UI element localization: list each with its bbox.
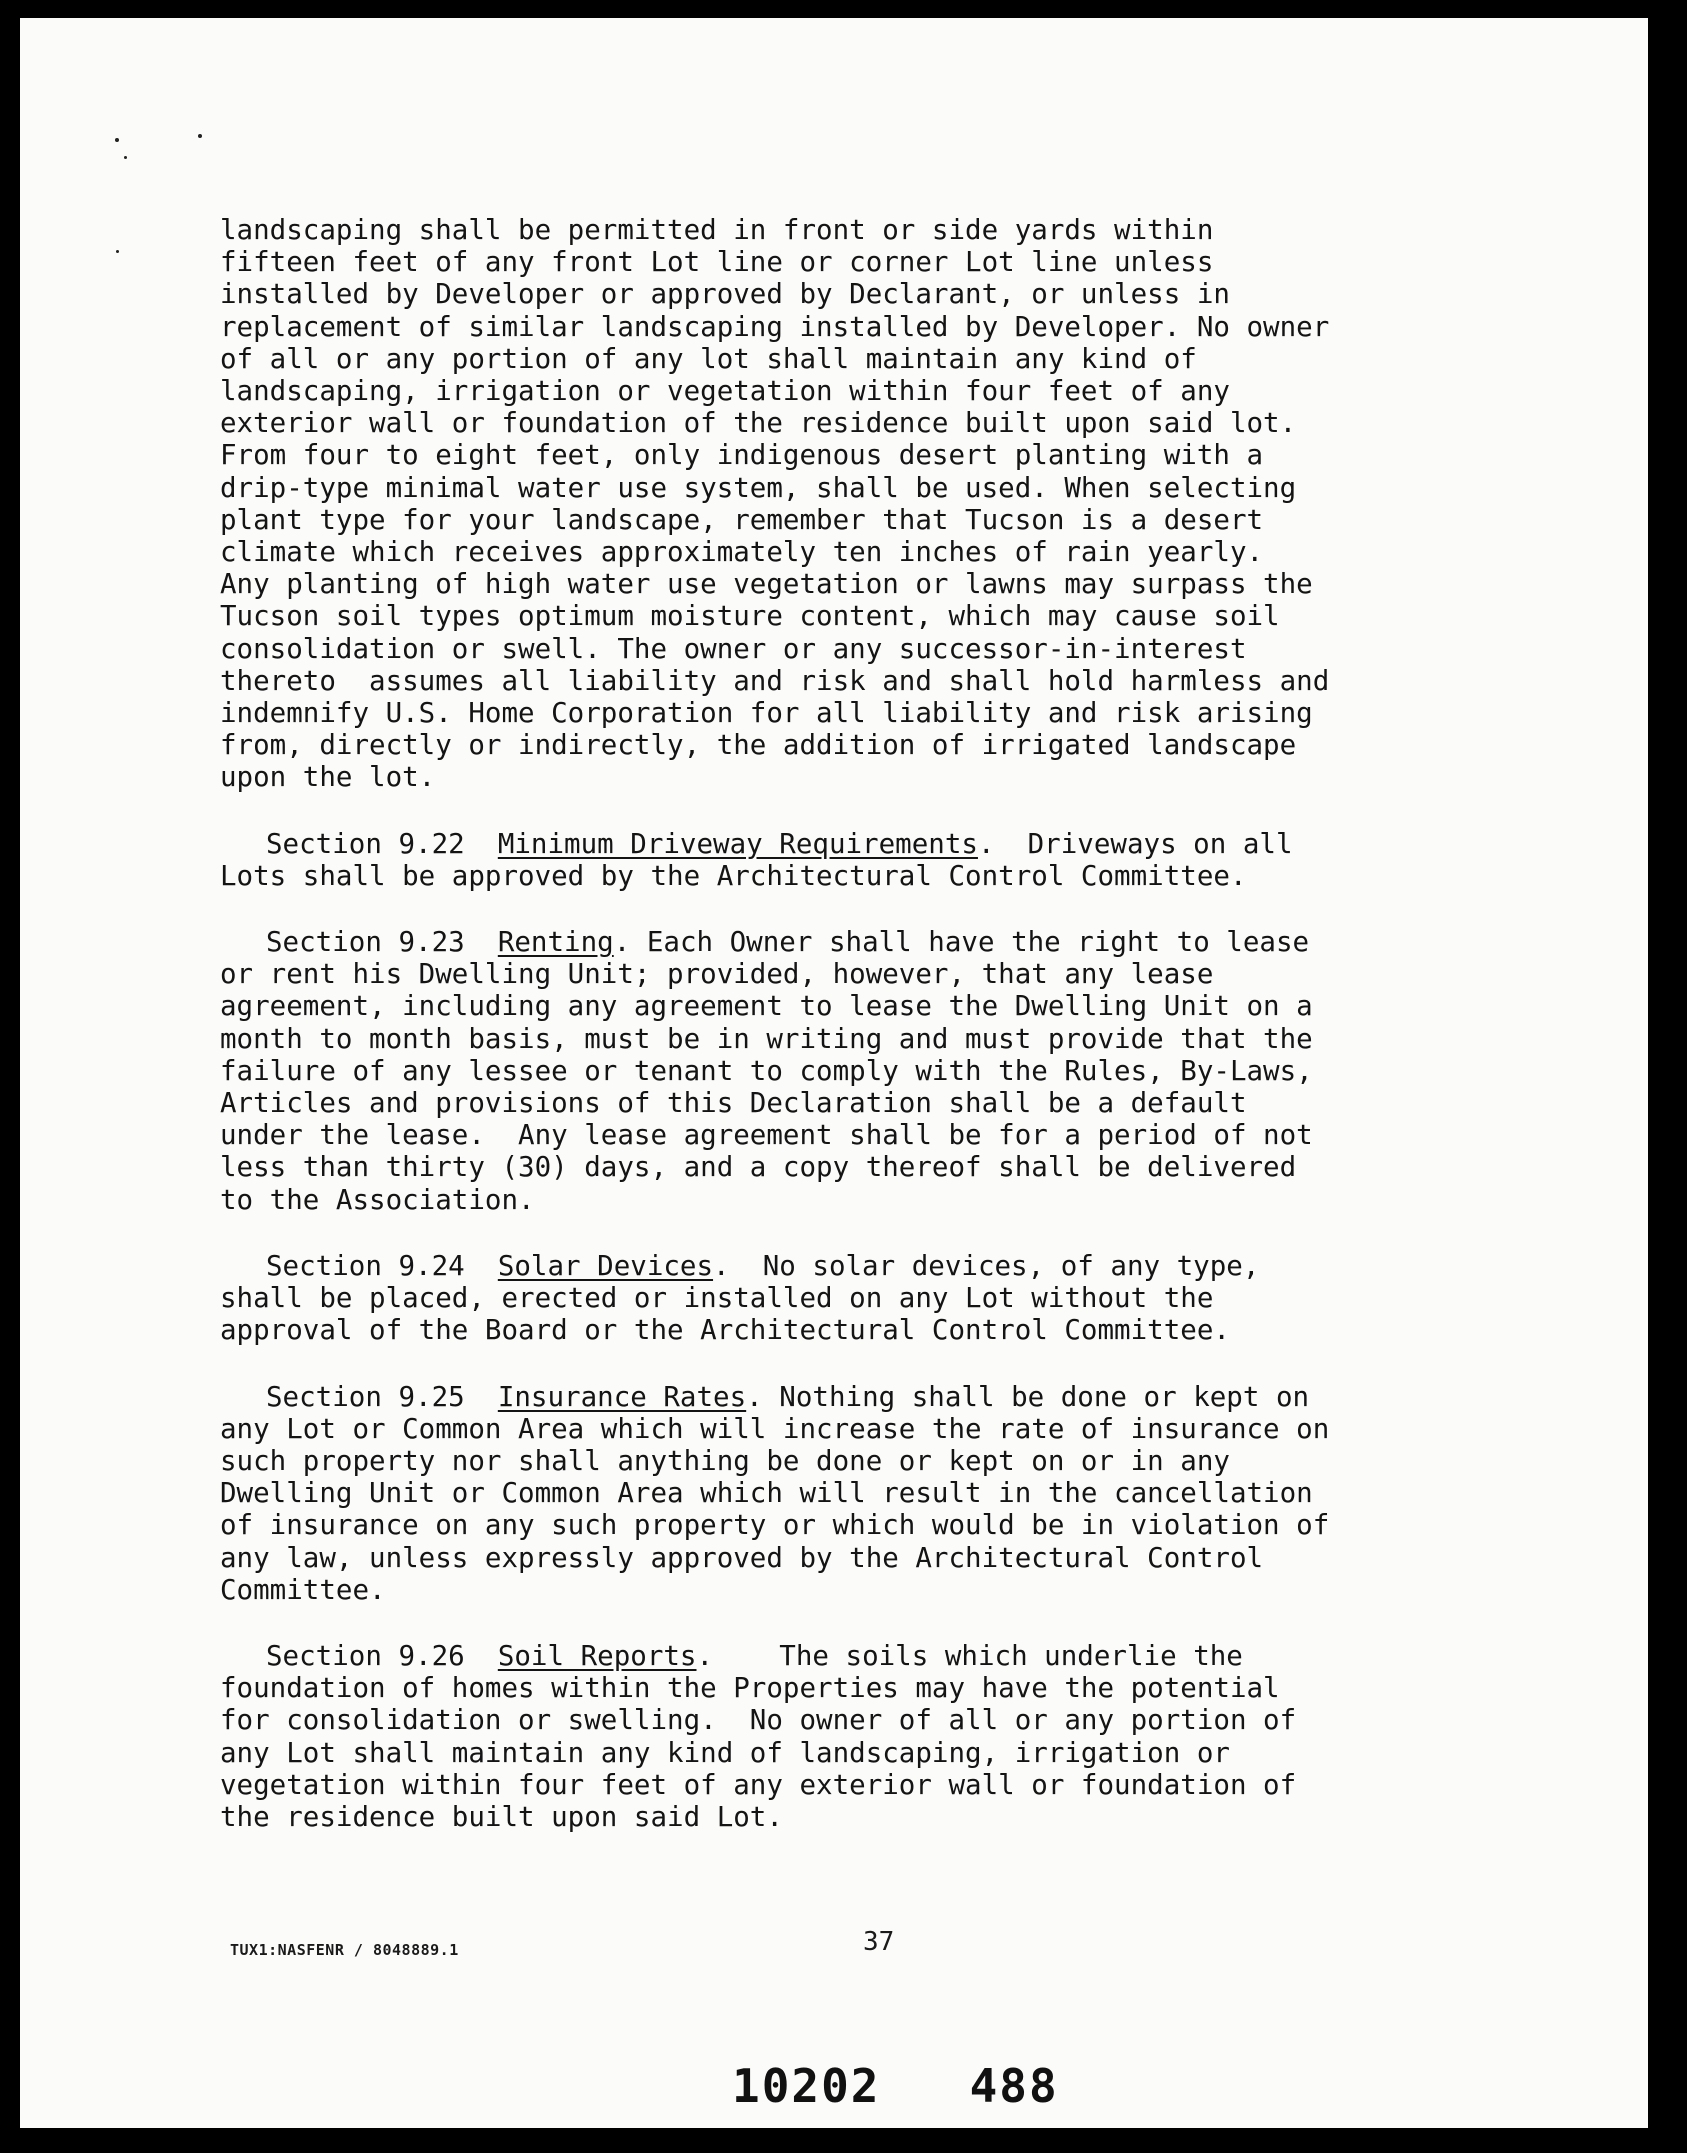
section-line: Articles and provisions of this Declaration shall be a default xyxy=(220,1087,1247,1120)
section-first-line xyxy=(220,926,1520,958)
paragraph-line: installed by Developer or approved by Declarant, or unless in xyxy=(220,278,1230,311)
section-first-line xyxy=(220,1250,1520,1282)
paragraph-line: climate which receives approximately ten inches of rain yearly. xyxy=(220,536,1264,569)
section-text: . Nothing shall be done or kept on xyxy=(746,1380,1310,1413)
section-line: to the Association. xyxy=(220,1183,535,1216)
section-line: or rent his Dwelling Unit; provided, however, that any lease xyxy=(220,958,1214,991)
section-heading: Solar Devices xyxy=(497,1249,714,1282)
section-number: Section 9.23 xyxy=(266,926,465,959)
section-number: Section 9.24 xyxy=(266,1249,465,1282)
section-line: for consolidation or swelling. No owner of all or any portion of xyxy=(220,1704,1297,1737)
section-text: . The soils which underlie the xyxy=(696,1639,1243,1672)
section-9-25 xyxy=(220,1381,1520,1606)
paragraph-line: plant type for your landscape, remember that Tucson is a desert xyxy=(220,503,1264,536)
section-line: shall be placed, erected or installed on any Lot without the xyxy=(220,1282,1214,1315)
section-line: any law, unless expressly approved by the Architectural Control xyxy=(220,1541,1264,1574)
paragraph-line: fifteen feet of any front Lot line or corner Lot line unless xyxy=(220,246,1214,279)
paragraph-line: thereto assumes all liability and risk and shall hold harmless and xyxy=(220,664,1330,697)
section-line: the residence built upon said Lot. xyxy=(220,1800,783,1833)
paragraph-line: Tucson soil types optimum moisture content, which may cause soil xyxy=(220,600,1280,633)
paragraph-line: from, directly or indirectly, the addition of irrigated landscape xyxy=(220,729,1297,762)
scan-speck xyxy=(124,156,127,159)
paragraph-line: Any planting of high water use vegetation or lawns may surpass the xyxy=(220,568,1313,601)
scan-speck xyxy=(116,250,119,253)
section-line: such property nor shall anything be done or kept on or in any xyxy=(220,1444,1230,1477)
section-heading: Minimum Driveway Requirements xyxy=(497,827,978,860)
section-number: Section 9.22 xyxy=(266,827,465,860)
section-line: month to month basis, must be in writing and must provide that the xyxy=(220,1022,1313,1055)
section-line: Lots shall be approved by the Architectural Control Committee. xyxy=(220,859,1247,892)
scan-speck xyxy=(198,134,202,138)
paragraph-line: landscaping shall be permitted in front or side yards within xyxy=(220,214,1214,246)
paragraph-line: of all or any portion of any lot shall maintain any kind of xyxy=(220,342,1197,375)
section-line: Committee. xyxy=(220,1573,386,1606)
section-first-line xyxy=(220,1640,1520,1672)
stamp-left: 10202 xyxy=(732,2059,881,2113)
paragraph-line: replacement of similar landscaping installed by Developer. No owner xyxy=(220,310,1330,343)
section-number: Section 9.26 xyxy=(266,1639,465,1672)
section-9-22 xyxy=(220,828,1520,892)
section-line: any Lot shall maintain any kind of landscaping, irrigation or xyxy=(220,1736,1230,1769)
section-line: Dwelling Unit or Common Area which will result in the cancellation xyxy=(220,1477,1313,1510)
section-line: failure of any lessee or tenant to comply with the Rules, By-Laws, xyxy=(220,1054,1313,1087)
paragraph-line: drip-type minimal water use system, shall be used. When selecting xyxy=(220,471,1297,504)
section-9-24 xyxy=(220,1250,1520,1347)
section-line: any Lot or Common Area which will increase the rate of insurance on xyxy=(220,1412,1330,1445)
section-text: . No solar devices, of any type, xyxy=(713,1249,1260,1282)
section-first-line xyxy=(220,1381,1520,1413)
section-text: . Driveways on all xyxy=(977,827,1293,860)
document-page xyxy=(20,18,1648,2128)
section-line: under the lease. Any lease agreement shall be for a period of not xyxy=(220,1119,1313,1152)
scan-speck xyxy=(115,138,119,142)
paragraph-line: From four to eight feet, only indigenous desert planting with a xyxy=(220,439,1264,472)
paragraph-line: landscaping, irrigation or vegetation within four feet of any xyxy=(220,375,1230,408)
section-first-line xyxy=(220,828,1520,860)
section-number: Section 9.25 xyxy=(266,1380,465,1413)
section-heading: Insurance Rates xyxy=(497,1380,747,1413)
section-heading: Renting xyxy=(497,926,614,959)
stamp-right: 488 xyxy=(969,2059,1059,2113)
section-heading: Soil Reports xyxy=(497,1639,697,1672)
page-number: 37 xyxy=(863,1927,895,1957)
section-line: vegetation within four feet of any exterior wall or foundation of xyxy=(220,1768,1297,1801)
section-9-23 xyxy=(220,926,1520,1216)
landscaping-paragraph xyxy=(220,214,1520,794)
paragraph-line: indemnify U.S. Home Corporation for all liability and risk arising xyxy=(220,697,1313,730)
section-9-26 xyxy=(220,1640,1520,1833)
document-id: TUX1:NASFENR / 8048889.1 xyxy=(230,1941,459,1959)
section-text: . Each Owner shall have the right to lease xyxy=(613,926,1310,959)
section-line: approval of the Board or the Architectural Control Committee. xyxy=(220,1314,1230,1347)
paragraph-line: exterior wall or foundation of the residence built upon said lot. xyxy=(220,407,1297,440)
bates-stamp xyxy=(732,2059,1059,2113)
paragraph-line: upon the lot. xyxy=(220,761,436,794)
section-line: of insurance on any such property or which would be in violation of xyxy=(220,1509,1330,1542)
paragraph-line: consolidation or swell. The owner or any successor-in-interest xyxy=(220,632,1247,665)
document-body xyxy=(220,214,1520,1833)
section-line: less than thirty (30) days, and a copy thereof shall be delivered xyxy=(220,1151,1297,1184)
section-line: foundation of homes within the Properties may have the potential xyxy=(220,1672,1280,1705)
section-line: agreement, including any agreement to lease the Dwelling Unit on a xyxy=(220,990,1313,1023)
